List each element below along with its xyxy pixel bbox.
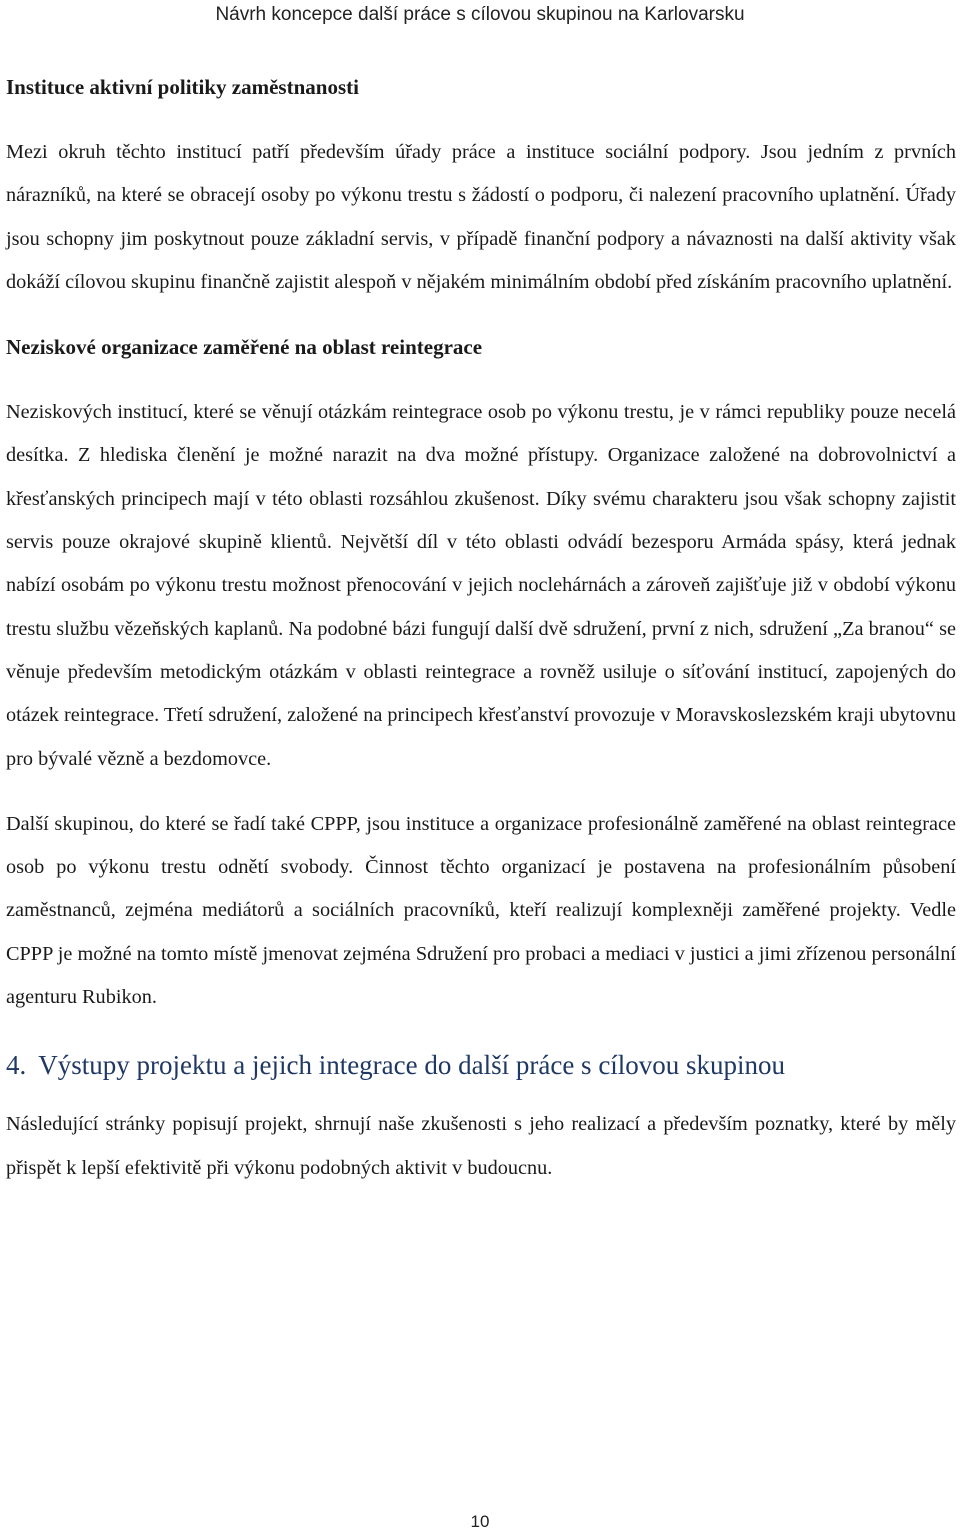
paragraph-nonprofit-institutions: Neziskových institucí, které se věnují otázkám reintegrace osob po výkonu trestu, je v rámci republiky pouze necelá desítka. Z hlediska členění je možné narazit na dva možné přístupy. Organizace založené na dobrovolnictví a křesťanských principech mají v této oblasti rozsáhlou zkušenost. Díky svému charakteru jsou však schopny zajistit servis pouze okrajové skupině klientů. Největší díl v této oblasti odvádí bezesporu Armáda spásy, která jednak nabízí osobám po výkonu trestu možnost přenocování v jejich noclehárnách a zároveň zajišťuje již v období výkonu trestu službu vězeňských kaplanů. Na podobné bázi fungují další dvě sdružení, první z nich, sdružení „Za branou“ se věnuje především metodickým otázkám v oblasti reintegrace a rovněž usiluje o síťování institucí, zapojených do otázek reintegrace. Třetí sdružení, založené na principech křesťanství provozuje v Moravskoslezském kraji ubytovnu pro bývalé vězně a bezdomovce. bbox=[6, 401, 956, 770]
subheading-active-employment-policy: Instituce aktivní politiky zaměstnanosti bbox=[6, 75, 359, 99]
subheading-nonprofit-organizations: Neziskové organizace zaměřené na oblast reintegrace bbox=[6, 335, 483, 360]
paragraph-professional-organizations: Další skupinou, do které se řadí také CPPP, jsou instituce a organizace profesionálně zaměřené na oblast reintegrace osob po výkonu trestu odnětí svobody. Činnost těchto organizací je postavena na profesionálním působení zaměstnanců, zejména mediátorů a sociálních pracovníků, kteří realizují komplexněji zaměřené projekty. Vedle CPPP je možné na tomto místě jmenovat zejména Sdružení pro probaci a mediaci v justici a jimi zřízenou personální agenturu Rubikon. bbox=[6, 812, 956, 1009]
chapter-number: 4. bbox=[6, 1050, 27, 1081]
paragraph-employment-institutions: Mezi okruh těchto institucí patří především úřady práce a instituce sociální podpory. Jsou jedním z prvních nárazníků, na které se obracejí osoby po výkonu trestu s žádostí o podporu, či nalezení pracovního uplatnění. Úřady jsou schopny jim poskytnout pouze základní servis, v případě finanční podpory a návaznosti na další aktivity však dokáží cílovou skupinu finančně zajistit alespoň v nějakém minimálním období před získáním pracovního uplatnění. bbox=[6, 141, 956, 293]
paragraph-chapter-intro: Následující stránky popisují projekt, shrnují naše zkušenosti s jeho realizací a především poznatky, které by měly přispět k lepší efektivitě při výkonu podobných aktivit v budoucnu. bbox=[6, 1113, 956, 1179]
chapter-title: Výstupy projektu a jejich integrace do další práce s cílovou skupinou bbox=[38, 1050, 786, 1081]
chapter-heading bbox=[6, 1045, 956, 1085]
document-body bbox=[6, 66, 956, 1190]
page-number: 10 bbox=[470, 1512, 490, 1531]
running-header: Návrh koncepce další práce s cílovou skupinou na Karlovarsku bbox=[215, 4, 745, 25]
